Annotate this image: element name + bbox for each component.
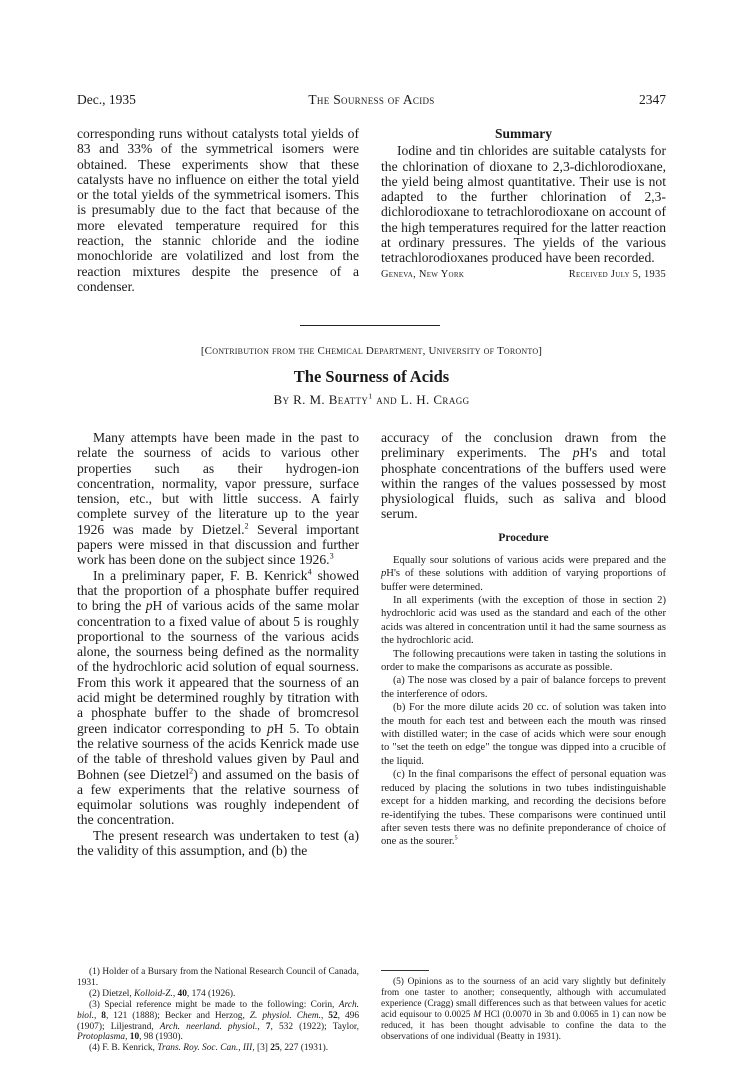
paragraph: In a preliminary paper, F. B. Kenrick$^4$ showed that the proportion of a phosphate buffer required to bring the pH of various acids of the same molar concentration to a fixed value of about 5 is roughly proportional to the sourness of the various acids alone, the sourness being defined as the normality of the hydrochloric acid solution of equal sourness. From this work it appeared that the sourness of an acid might be determined roughly by titration with a phosphate buffer to the shade of bromcresol green indicator corresponding to pH 5. To obtain the relative sourness of the acids Kenrick made use of the table of threshold values given by Paul and Bohnen (see Dietzel$^2$) and assumed on the basis of a few experiments that the relative sourness of equimolar solutions was roughly independent of the concentration. xyxy=(77,567,360,828)
footnotes-left xyxy=(77,967,359,1054)
footnote-rule xyxy=(381,970,429,971)
article-title: The Sourness of Acids xyxy=(293,367,450,386)
footnote: (4) F. B. Kenrick, Trans. Roy. Soc. Can., III, [3] 25, 227 (1931). xyxy=(89,1043,329,1054)
author-beatty: R. M. Beatty xyxy=(293,392,369,407)
paragraph: (b) For the more dilute acids 20 cc. of solution was taken into the mouth for each test and between each the mouth was rinsed with distilled water; in the case of acids which were sour enough to "set the teeth on edge" the tongue was dipped into a crucible of the liquid. xyxy=(381,702,666,767)
summary-heading: Summary xyxy=(495,126,552,141)
received-date: Received July 5, 1935 xyxy=(568,268,666,280)
page-number: 2347 xyxy=(639,92,666,107)
paragraph: The present research was undertaken to test (a) the validity of this assumption, and (b) the xyxy=(77,827,359,859)
paragraph: In all experiments (with the exception of those in section 2) hydrochloric acid was used as the standard and each of the other acids was altered in concentration until it had the same sourness as the hydrochloric acid. xyxy=(381,595,666,647)
footnote: (5) Opinions as to the sourness of an acid vary slightly but definitely from one taster to another; consequently, although with accumulated experience (Cragg) small differences such as that between values for acetic acid equisour to 0.0025 M HCl (0.0070 in 3b and 0.0065 in 1) can now be reduced, it has been thought advisable to confine the data to the observations of one individual (Beatty in 1931). xyxy=(381,977,666,1042)
and-label: and xyxy=(376,392,397,407)
paragraph: Many attempts have been made in the past to relate the sourness of acids to various other properties such as their hydrogen-ion concentration, normality, vapor pressure, surface tension, etc., but with little success. A fairly complete survey of the literature up to the year 1926 was made by Dietzel.$^2$ Several important papers were missed in that discussion and further work has been done on the subject since 1926.$^3$ xyxy=(77,430,359,568)
paragraph: corresponding runs without catalysts total yields of 83 and 33% of the symmetrical isomers were obtained. These experiments show that these catalysts have no influence on either the total yield or the total yields of the symmetrical isomers. This is presumably due to the fact that because of the more elevated temperature required for this reaction, the stannic chloride and the iodine monochloride are volatilized and lost from the reaction mixtures despite the presence of a condenser. xyxy=(77,126,359,294)
paragraph: accuracy of the conclusion drawn from the preliminary experiments. The pH's and total phosphate concentrations of the buffers used were within the ranges of the values possessed by most physiological fluids, such as saliva and blood serum. xyxy=(381,430,666,522)
author-line xyxy=(77,392,666,408)
paragraph: (c) In the final comparisons the effect of personal equation was reduced by placing the solutions in two tubes indistinguishable except for a hidden marking, and recording the decisions before re-identifying the tubes. These comparisons were continued until after seven tests there was no definite preponderance of choice of one as the sourer.$^5$ xyxy=(381,769,666,848)
contribution-line: [Contribution from the Chemical Department, University of Toronto] xyxy=(200,345,543,357)
running-head xyxy=(77,92,666,110)
footnote: (2) Dietzel, Kolloid-Z., 40, 174 (1926). xyxy=(89,988,236,999)
footnote-ref: 3 xyxy=(329,551,334,561)
running-title: The Sourness of Acids xyxy=(308,92,435,107)
summary-section xyxy=(381,126,666,282)
footnotes-right xyxy=(381,977,666,1042)
author-cragg: L. H. Cragg xyxy=(400,392,470,407)
footnote-ref: 2 xyxy=(244,521,249,531)
body-column-right xyxy=(381,430,666,849)
footnote: (3) Special reference might be made to the following: Corin, Arch. biol., 8, 121 (1888); Becker and Herzog, Z. physiol. Chem., 52, 496 (1907); Liljestrand, Arch. neerland. physiol., 7, 532 (1922); Taylor, Protoplasma, 10, 98 (1930). xyxy=(77,999,360,1043)
body-column-left xyxy=(77,430,359,858)
previous-article-conclusion xyxy=(77,126,359,294)
location: Geneva, New York xyxy=(381,268,465,280)
received-line xyxy=(381,268,666,282)
footnote-ref: 4 xyxy=(307,567,312,577)
summary-text: Iodine and tin chlorides are suitable catalysts for the chlorination of dioxane to 2,3-dichlorodioxane, the yield being almost quantitative. Their use is not adapted to the further chlorination of 2,3-dichlorodioxane to tetrachlorodioxane on account of the high temperatures required for the latter reaction at ordinary pressures. The yields of the various tetrachlorodioxanes produced have been recorded. xyxy=(381,143,666,266)
paragraph: Equally sour solutions of various acids were prepared and the pH's of these solutions with addition of varying proportions of buffer were determined. xyxy=(381,554,666,593)
footnote-ref: 2 xyxy=(189,766,194,775)
by-label: By xyxy=(273,392,290,407)
procedure-heading: Procedure xyxy=(498,531,549,544)
section-divider xyxy=(300,325,440,326)
paragraph: The following precautions were taken in tasting the solutions in order to make the comparisons as accurate as possible. xyxy=(381,648,666,674)
footnote-ref: 5 xyxy=(454,834,458,842)
paragraph: (a) The nose was closed by a pair of balance forceps to prevent the interference of odors. xyxy=(381,675,666,700)
footnote-ref: 1 xyxy=(368,391,373,401)
footnote: (1) Holder of a Bursary from the National Research Council of Canada, 1931. xyxy=(77,967,359,988)
issue-date: Dec., 1935 xyxy=(77,92,136,107)
